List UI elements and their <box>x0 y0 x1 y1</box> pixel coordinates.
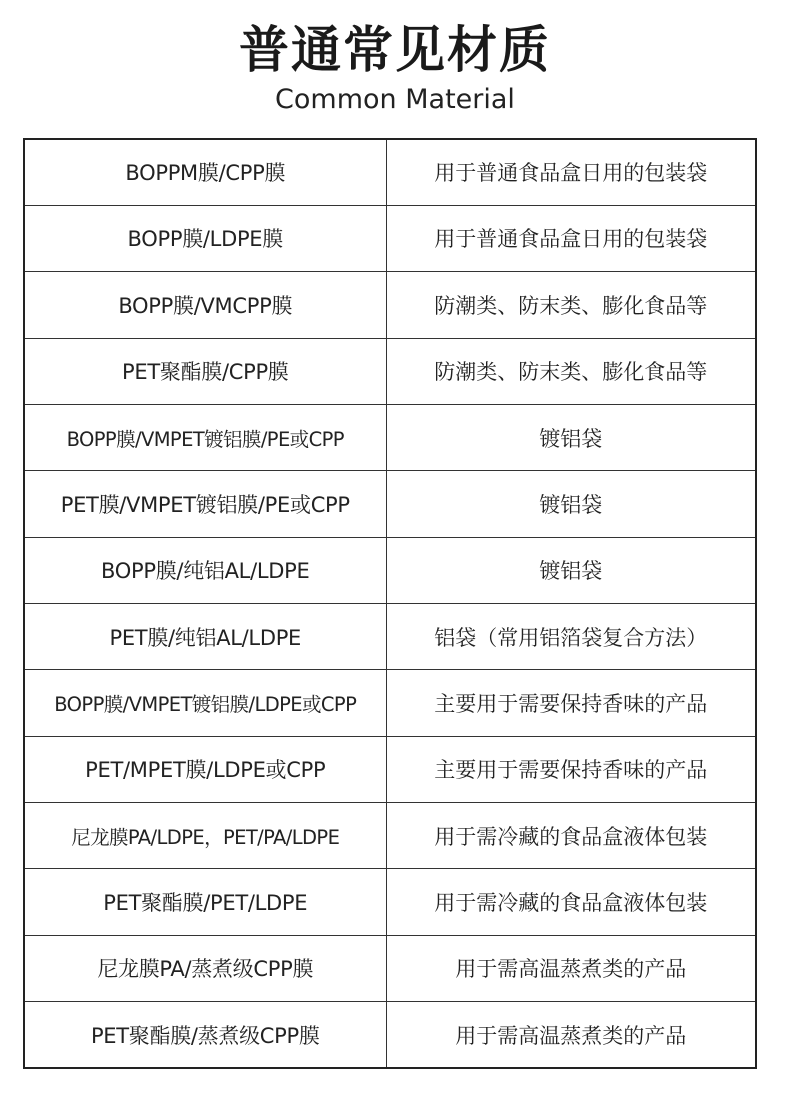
usage-cell: 防潮类、防末类、膨化食品等 <box>386 272 755 338</box>
material-table <box>23 138 757 1069</box>
table-row <box>25 338 755 404</box>
usage-cell: 铝袋（常用铝箔袋复合方法） <box>386 603 755 669</box>
table-row <box>25 140 755 205</box>
material-cell: PET膜/纯铝AL/LDPE <box>25 603 386 669</box>
table-row <box>25 736 755 802</box>
page-title: 普通常见材质 <box>239 21 551 79</box>
table-row <box>25 935 755 1001</box>
usage-cell: 主要用于需要保持香味的产品 <box>386 670 755 736</box>
material-cell: BOPP膜/VMPET镀铝膜/LDPE或CPP <box>25 670 386 736</box>
table-row <box>25 471 755 537</box>
table-row <box>25 869 755 935</box>
table-row <box>25 803 755 869</box>
usage-cell: 用于需冷藏的食品盒液体包装 <box>386 869 755 935</box>
material-cell: PET/MPET膜/LDPE或CPP <box>25 736 386 802</box>
material-cell: BOPP膜/纯铝AL/LDPE <box>25 537 386 603</box>
table-row <box>25 404 755 470</box>
usage-cell: 镀铝袋 <box>386 537 755 603</box>
table-row <box>25 537 755 603</box>
table-row <box>25 603 755 669</box>
material-cell: PET膜/VMPET镀铝膜/PE或CPP <box>25 471 386 537</box>
material-cell: BOPP膜/LDPE膜 <box>25 205 386 271</box>
usage-cell: 主要用于需要保持香味的产品 <box>386 736 755 802</box>
usage-cell: 用于需高温蒸煮类的产品 <box>386 935 755 1001</box>
table-row <box>25 1002 755 1067</box>
usage-cell: 用于需冷藏的食品盒液体包装 <box>386 803 755 869</box>
material-cell: BOPP膜/VMPET镀铝膜/PE或CPP <box>25 404 386 470</box>
table-row <box>25 272 755 338</box>
usage-cell: 镀铝袋 <box>386 471 755 537</box>
usage-cell: 用于普通食品盒日用的包装袋 <box>386 205 755 271</box>
page-subtitle: Common Material <box>275 84 515 115</box>
usage-cell: 防潮类、防末类、膨化食品等 <box>386 338 755 404</box>
material-cell: BOPP膜/VMCPP膜 <box>25 272 386 338</box>
usage-cell: 镀铝袋 <box>386 404 755 470</box>
table-row <box>25 205 755 271</box>
usage-cell: 用于普通食品盒日用的包装袋 <box>386 140 755 205</box>
table-row <box>25 670 755 736</box>
material-cell: PET聚酯膜/蒸煮级CPP膜 <box>25 1002 386 1067</box>
material-cell: PET聚酯膜/PET/LDPE <box>25 869 386 935</box>
material-cell: BOPPM膜/CPP膜 <box>25 140 386 205</box>
material-cell: PET聚酯膜/CPP膜 <box>25 338 386 404</box>
material-cell: 尼龙膜PA/蒸煮级CPP膜 <box>25 935 386 1001</box>
usage-cell: 用于需高温蒸煮类的产品 <box>386 1002 755 1067</box>
material-cell: 尼龙膜PA/LDPE，PET/PA/LDPE <box>25 803 386 869</box>
